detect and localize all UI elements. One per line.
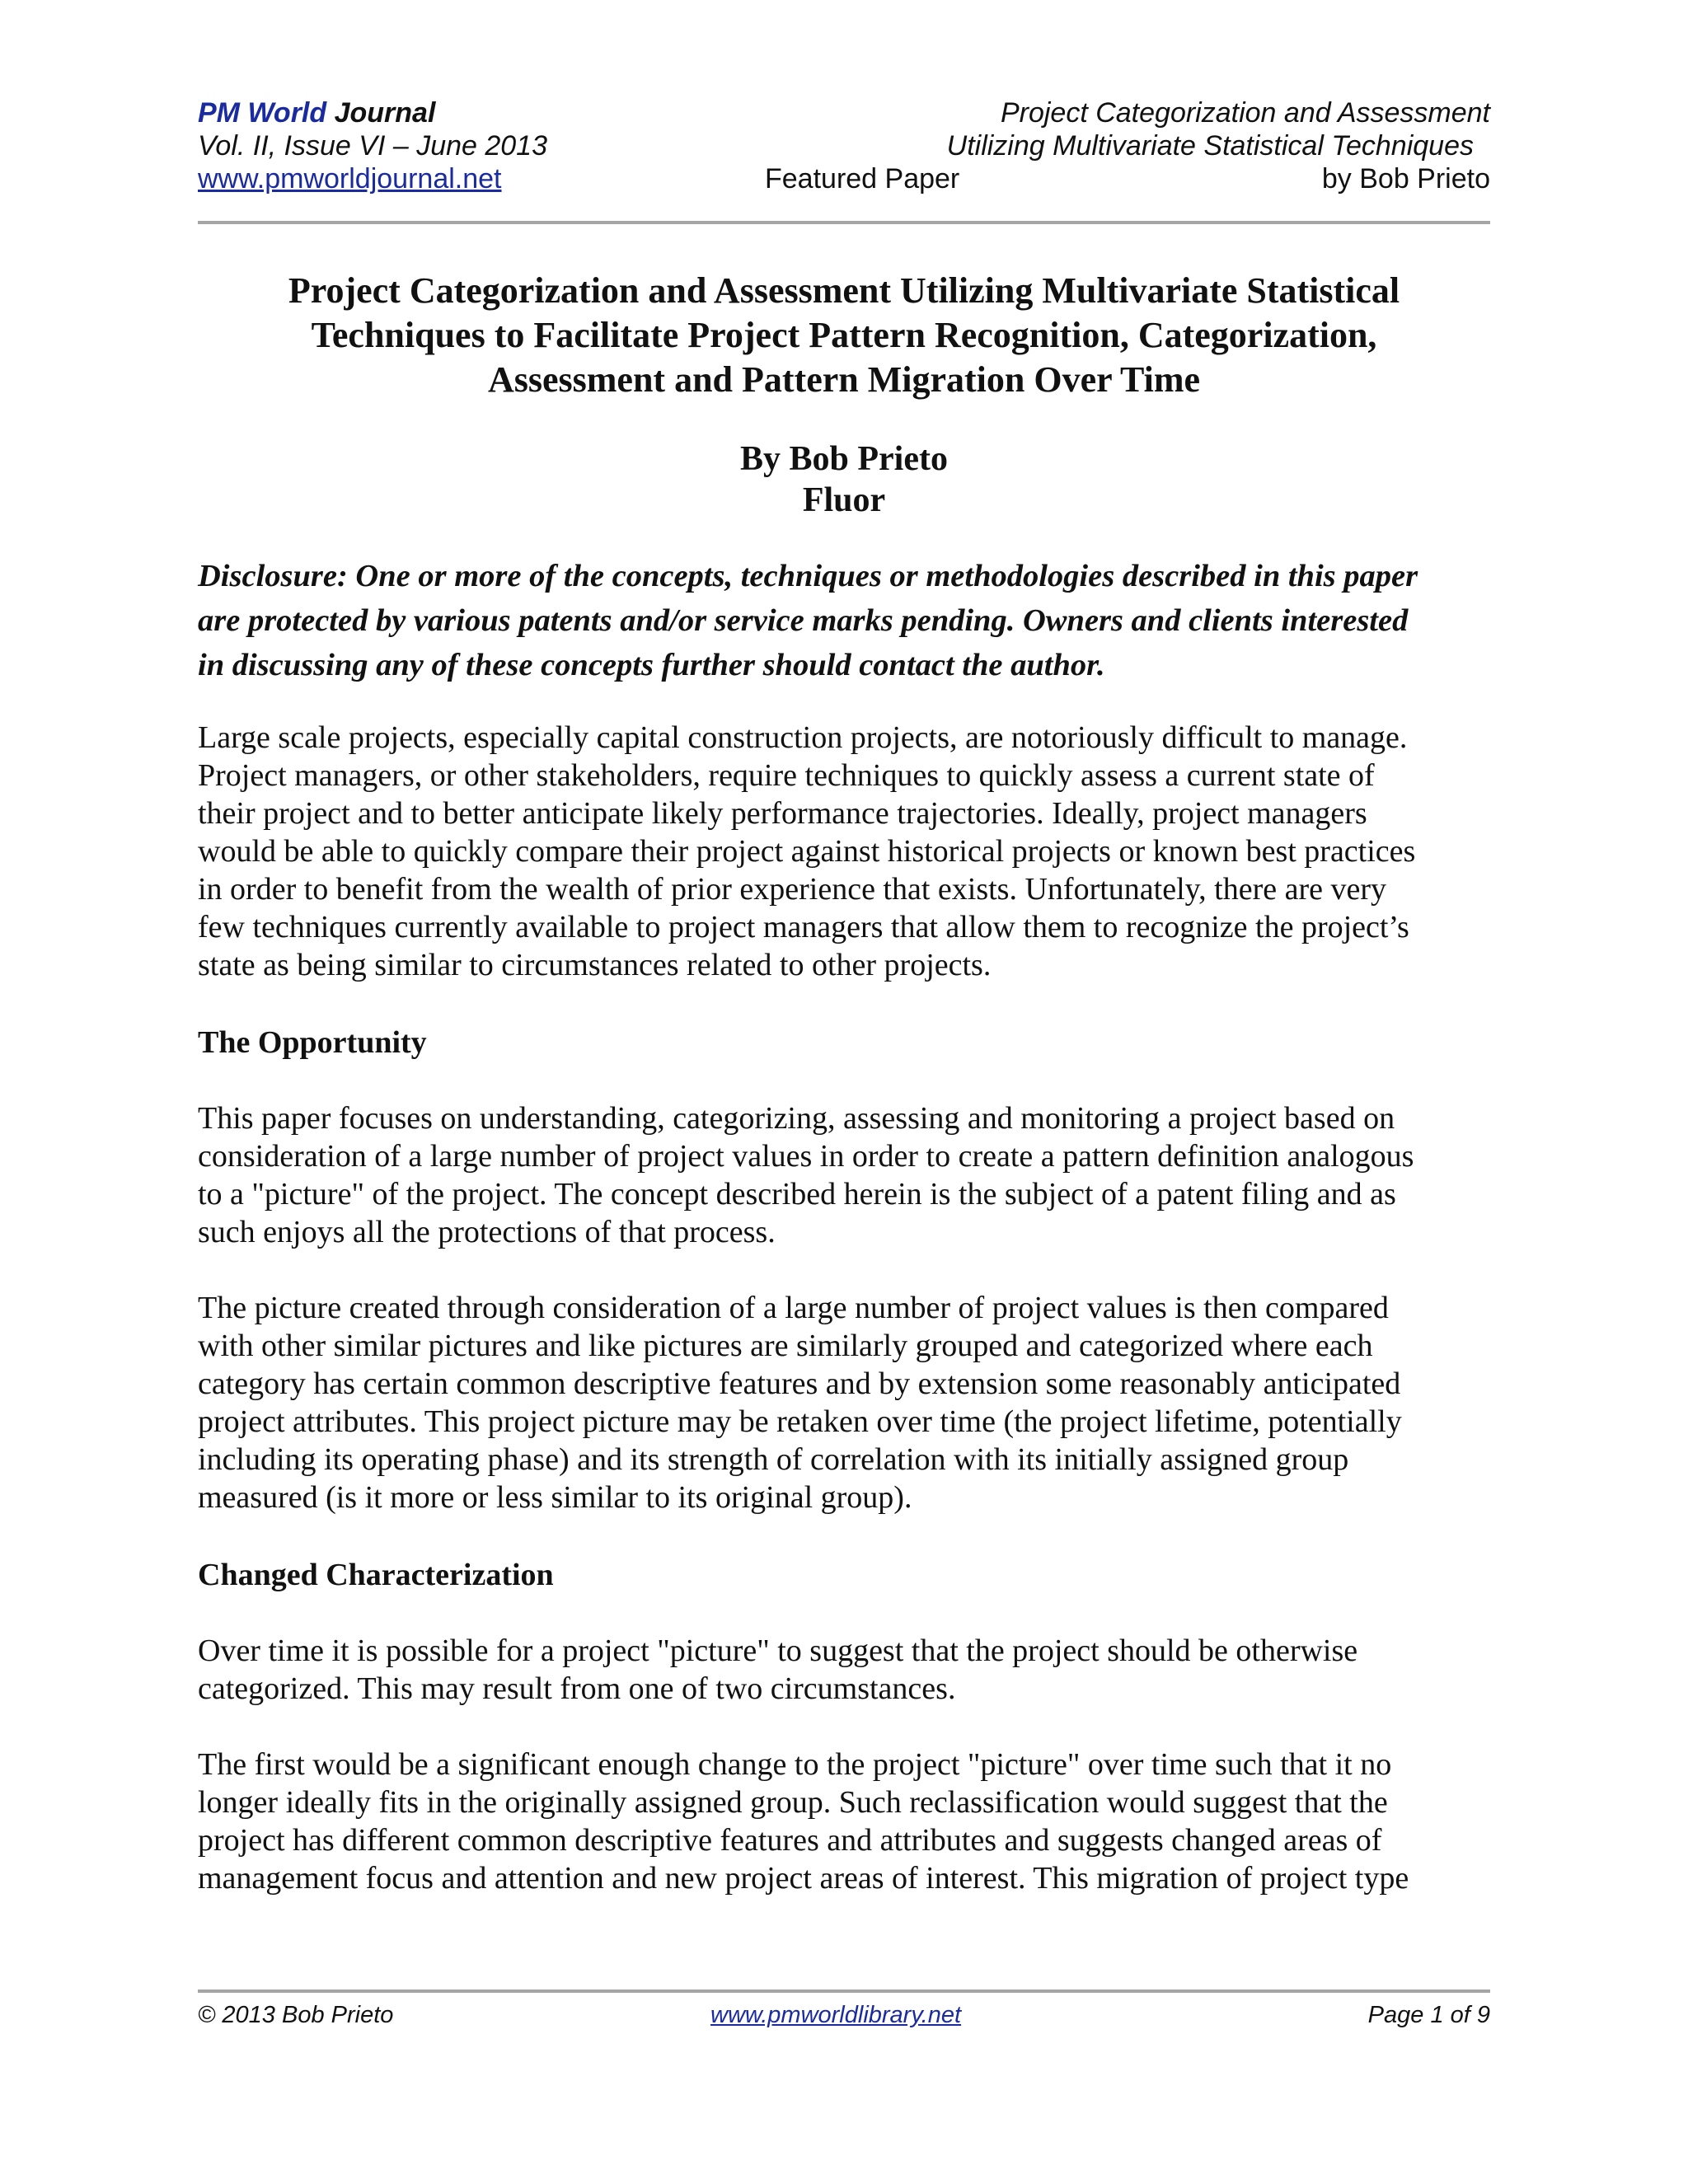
header-author: by Bob Prieto [1321,163,1490,194]
journal-issue: Vol. II, Issue VI – June 2013 [198,130,548,162]
paragraph-line: consideration of a large number of project values in order to create a pattern definition analogous [198,1139,1414,1174]
paragraph-line: longer ideally fits in the originally assigned group. Such reclassification would suggest that the [198,1785,1388,1820]
paragraph-line: measured (is it more or less similar to its original group). [198,1480,912,1515]
page-header [198,96,1490,195]
intro-line: in order to benefit from the wealth of prior experience that exists. Unfortunately, there are very [198,872,1387,907]
paragraph-line: category has certain common descriptive features and by extension some reasonably anticipated [198,1366,1401,1401]
paper-title [198,269,1490,402]
byline [198,438,1490,521]
disclosure-line-2: are protected by various patents and/or service marks pending. Owners and clients interested [198,603,1409,638]
intro-line: Project managers, or other stakeholders, require techniques to quickly assess a current state of [198,758,1375,793]
title-line-1: Project Categorization and Assessment Utilizing Multivariate Statistical [288,270,1400,311]
journal-website-link[interactable]: www.pmworldjournal.net [198,163,502,194]
changed-paragraph-2 [198,1746,1490,1897]
page-footer [198,1999,1490,2032]
brand-journal: Journal [334,97,436,129]
journal-brand [198,96,435,129]
section-heading-changed-characterization: Changed Characterization [198,1558,554,1592]
intro-line: would be able to quickly compare their project against historical projects or known best practices [198,834,1416,869]
featured-paper-label: Featured Paper [765,163,960,194]
disclosure-line-1: Disclosure: One or more of the concepts, techniques or methodologies described in this paper [198,559,1418,593]
header-paper-title-line1: Project Categorization and Assessment [1000,97,1490,129]
intro-paragraph [198,719,1490,984]
header-row-3 [198,162,1490,195]
footer-copyright: © 2013 Bob Prieto [198,2002,394,2028]
disclosure-note [198,554,1490,687]
title-line-3: Assessment and Pattern Migration Over Time [487,359,1201,400]
paragraph-line: including its operating phase) and its strength of correlation with its initially assigned group [198,1442,1349,1477]
paragraph-line: The picture created through consideration of a large number of project values is then compared [198,1291,1389,1325]
brand-pm-world: PM World [198,97,327,129]
paragraph-line: Over time it is possible for a project "picture" to suggest that the project should be otherwise [198,1633,1358,1668]
paragraph-line: project attributes. This project picture may be retaken over time (the project lifetime, potentially [198,1404,1402,1439]
header-row-1 [198,96,1490,129]
paragraph-line: to a "picture" of the project. The concept described herein is the subject of a patent filing and as [198,1177,1396,1212]
intro-line: Large scale projects, especially capital construction projects, are notoriously difficult to manage. [198,720,1408,755]
header-row-2 [198,129,1490,162]
opportunity-paragraph-1 [198,1099,1490,1251]
byline-organization: Fluor [802,481,886,519]
byline-author: By Bob Prieto [740,440,948,478]
paragraph-line: This paper focuses on understanding, categorizing, assessing and monitoring a project based on [198,1101,1395,1136]
paragraph-line: such enjoys all the protections of that process. [198,1215,776,1249]
footer-website-link[interactable]: www.pmworldlibrary.net [710,2002,962,2028]
intro-line: their project and to better anticipate likely performance trajectories. Ideally, project managers [198,796,1367,831]
paragraph-line: The first would be a significant enough change to the project "picture" over time such that it no [198,1747,1392,1782]
disclosure-line-3: in discussing any of these concepts further should contact the author. [198,648,1105,682]
section-heading-opportunity: The Opportunity [198,1025,427,1060]
footer-divider [198,1990,1490,1993]
paragraph-line: with other similar pictures and like pictures are similarly grouped and categorized where each [198,1329,1373,1363]
opportunity-paragraph-2 [198,1289,1490,1516]
intro-line: state as being similar to circumstances related to other projects. [198,948,992,982]
title-line-2: Techniques to Facilitate Project Pattern Recognition, Categorization, [311,315,1377,355]
paragraph-line: management focus and attention and new project areas of interest. This migration of project type [198,1861,1409,1896]
changed-paragraph-1 [198,1632,1490,1708]
paragraph-line: project has different common descriptive features and attributes and suggests changed areas of [198,1823,1382,1858]
paragraph-line: categorized. This may result from one of two circumstances. [198,1671,956,1706]
footer-page-number: Page 1 of 9 [1367,2002,1490,2028]
header-divider [198,221,1490,224]
intro-line: few techniques currently available to project managers that allow them to recognize the project’s [198,910,1409,944]
header-paper-title-line2: Utilizing Multivariate Statistical Techniques [946,130,1474,162]
